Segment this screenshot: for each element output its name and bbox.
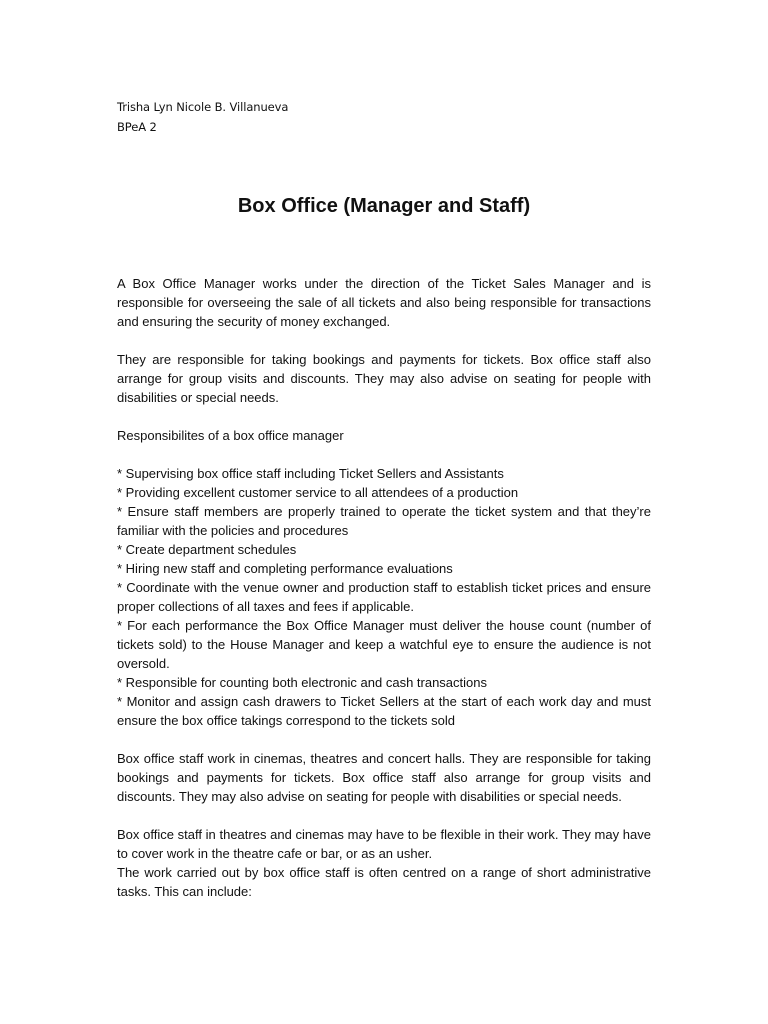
tasks-paragraph: The work carried out by box office staff is often centred on a range of short administrative tasks. This can include: [117, 865, 651, 899]
list-item: * Hiring new staff and completing performance evaluations [117, 561, 453, 576]
document-header [117, 97, 288, 137]
document-body [117, 274, 651, 901]
responsibility-paragraph: They are responsible for taking bookings and payments for tickets. Box office staff also arrange for group visits and discounts. They may also advise on seating for people with disabilities or special needs. [117, 352, 651, 405]
list-item: * For each performance the Box Office Manager must deliver the house count (number of tickets sold) to the House Manager and keep a watchful eye to ensure the audience is not oversold. [117, 618, 651, 671]
list-item: * Supervising box office staff including Ticket Sellers and Assistants [117, 466, 504, 481]
staff-paragraph: Box office staff work in cinemas, theatres and concert halls. They are responsible for taking bookings and payments for tickets. Box office staff also arrange for group visits and discounts. They may also advise on seating for people with disabilities or special needs. [117, 751, 651, 804]
responsibilities-list [117, 464, 651, 730]
class-section: BPeA 2 [117, 120, 157, 134]
list-item: * Ensure staff members are properly trained to operate the ticket system and that they’re familiar with the policies and procedures [117, 504, 651, 538]
list-item: * Monitor and assign cash drawers to Ticket Sellers at the start of each work day and must ensure the box office takings correspond to the tickets sold [117, 694, 651, 728]
list-item: * Create department schedules [117, 542, 297, 557]
document-title: Box Office (Manager and Staff) [237, 195, 531, 217]
author-name: Trisha Lyn Nicole B. Villanueva [117, 100, 289, 114]
list-item: * Coordinate with the venue owner and production staff to establish ticket prices and ensure proper collections of all taxes and fees if applicable. [117, 580, 651, 614]
list-item: * Responsible for counting both electronic and cash transactions [117, 675, 487, 690]
list-heading: Responsibilites of a box office manager [117, 428, 344, 443]
intro-paragraph: A Box Office Manager works under the direction of the Ticket Sales Manager and is responsible for overseeing the sale of all tickets and also being responsible for transactions and ensuring the security of money exchanged. [117, 276, 651, 329]
list-item: * Providing excellent customer service to all attendees of a production [117, 485, 519, 500]
flexibility-paragraph: Box office staff in theatres and cinemas may have to be flexible in their work. They may have to cover work in the theatre cafe or bar, or as an usher. [117, 827, 651, 861]
